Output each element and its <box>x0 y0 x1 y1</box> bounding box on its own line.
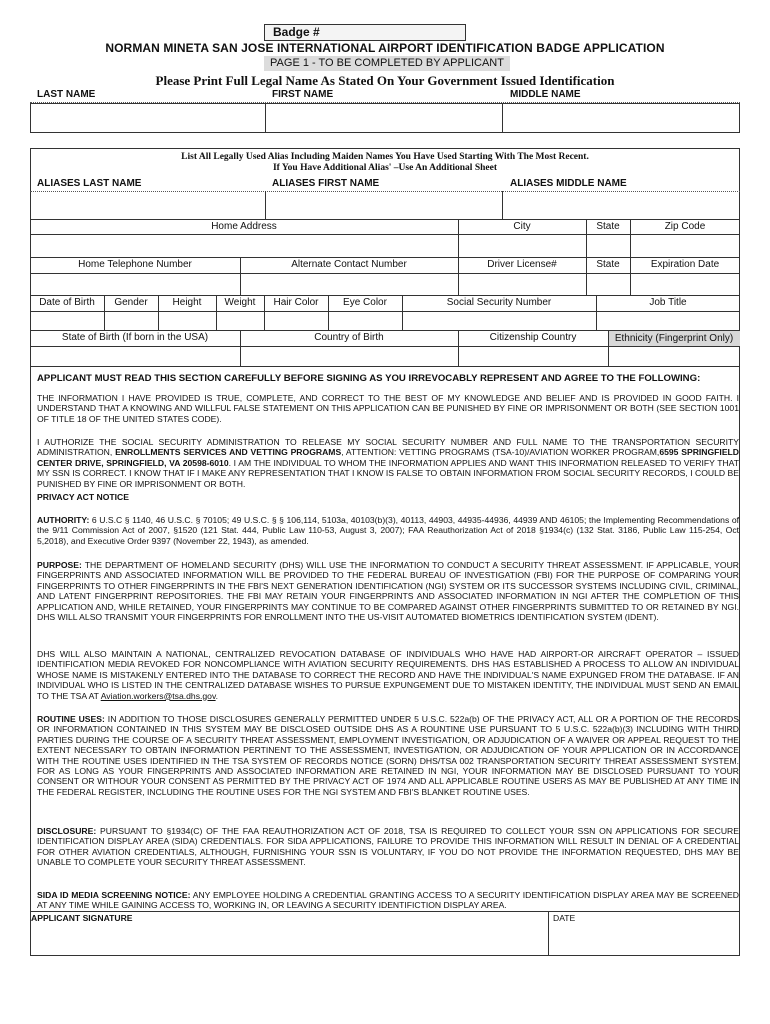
row-line <box>30 257 740 258</box>
home-telephone-label: Home Telephone Number <box>78 259 192 270</box>
signature-date-field[interactable] <box>549 924 739 955</box>
hair-color-input[interactable] <box>265 312 327 329</box>
gender-label: Gender <box>114 297 148 308</box>
state-label: State <box>596 221 620 232</box>
alias-instruction-line-2: If You Have Additional Alias' –Use An Additional Sheet <box>272 163 497 173</box>
last-name-header: LAST NAME <box>37 89 96 100</box>
eye-color-label: Eye Color <box>343 297 387 308</box>
license-state-input[interactable] <box>587 274 629 294</box>
applicant-signature-label: APPLICANT SIGNATURE <box>31 913 133 923</box>
driver-license-label: Driver License# <box>487 259 557 270</box>
agreement-heading: APPLICANT MUST READ THIS SECTION CAREFULLY BEFORE SIGNING AS YOU IRREVOCABLY REPRESENT AND AGREE TO THE FOLLOWING: <box>37 373 701 384</box>
alias-instruction <box>30 152 740 174</box>
aliases-last-name-input[interactable] <box>31 192 265 218</box>
middle-name-header: MIDDLE NAME <box>510 89 581 100</box>
license-state-label: State <box>596 259 620 270</box>
dhs-paragraph <box>37 649 739 701</box>
sida-label: SIDA ID MEDIA SCREENING NOTICE: <box>37 890 191 900</box>
citizenship-country-label: Citizenship Country <box>489 332 577 343</box>
signature-line <box>30 911 740 912</box>
applicant-signature-field[interactable] <box>31 924 547 955</box>
ethnicity-input[interactable] <box>609 347 739 365</box>
state-input[interactable] <box>587 235 629 256</box>
disclosure-label: DISCLOSURE: <box>37 826 97 836</box>
alias-instruction-line-1: List All Legally Used Alias Including Maiden Names You Have Used Starting With The Most Recent. <box>181 152 589 162</box>
sida-paragraph <box>37 890 739 911</box>
privacy-act-heading: PRIVACY ACT NOTICE <box>37 492 129 502</box>
hair-color-label: Hair Color <box>273 297 319 308</box>
middle-name-input[interactable] <box>503 104 739 132</box>
truth-statement: THE INFORMATION I HAVE PROVIDED IS TRUE, COMPLETE, AND CORRECT TO THE BEST OF MY KNOWLEDGE AND BELIEF AND IS PROVIDED IN GOOD FAITH. I UNDERSTAND THAT A KNOWING AND WILLFUL FALSE STATEMENT ON THIS APPLICATION CAN BE PUNISHED BY FINE OR IMPRISONMENT OR BOTH (SEE SECTION 1001 OF TITLE 18 OF THE UNITED STATES CODE). <box>37 393 739 424</box>
first-name-input[interactable] <box>266 104 501 132</box>
row-line <box>30 366 740 367</box>
print-instruction: Please Print Full Legal Name As Stated On Your Government Issued Identification <box>155 73 615 88</box>
first-name-header: FIRST NAME <box>272 89 334 100</box>
aliases-first-name-header: ALIASES FIRST NAME <box>272 178 380 189</box>
aliases-first-name-input[interactable] <box>266 192 501 218</box>
job-title-label: Job Title <box>649 297 687 308</box>
zip-code-label: Zip Code <box>664 221 706 232</box>
aliases-middle-name-input[interactable] <box>503 192 739 218</box>
height-label: Height <box>172 297 202 308</box>
ssn-input[interactable] <box>403 312 595 329</box>
home-telephone-input[interactable] <box>31 274 239 294</box>
ethnicity-label: Ethnicity (Fingerprint Only) <box>608 331 740 346</box>
routine-uses-label: ROUTINE USES: <box>37 714 105 724</box>
driver-license-input[interactable] <box>459 274 585 294</box>
purpose-paragraph <box>37 560 739 622</box>
city-input[interactable] <box>459 235 585 256</box>
dhs-text: DHS WILL ALSO MAINTAIN A NATIONAL, CENTRALIZED REVOCATION DATABASE OF INDIVIDUALS WHO HAVE HAD AIRPORT-OR AIRCRAFT OPERATOR – ISSUED IDENTIFICATION MEDIA REVOKED FOR NONCOMPLIANCE WITH AVIATION SECURITY REQUIREMENTS. DHS HAS ESTABLISHED A PROCESS TO ALLOW AN INDIVIDUAL WHOSE NAME IS MISTAKENLY ENTERED INTO THE DATABASE TO CORRECT THE RECORD AND HAVE THE INDIVIDUAL'S NAME EXPUNGED FROM THE DATABASE. IF AN INDIVIDUAL WHO IS LISTED IN THE CENTRALIZED DATABASE WISHES TO PURSUE EXPUNGEMENT DUE TO MISTAKEN IDENTITY, THE INDIVIDUAL MUST SEND AN EMAIL TO THE TSA AT <box>37 649 739 701</box>
aliases-middle-name-header: ALIASES MIDDLE NAME <box>510 178 627 189</box>
citizenship-country-input[interactable] <box>459 347 607 365</box>
home-address-input[interactable] <box>31 235 457 256</box>
weight-input[interactable] <box>217 312 263 329</box>
alternate-contact-label: Alternate Contact Number <box>291 259 407 270</box>
ssa-text-3: . I AM THE INDIVIDUAL TO WHOM THE INFORMATION APPLIES AND WANT THIS INFORMATION RELEASED TO VERIFY THAT MY SSN IS CORRECT. I KNOW THAT IF I MAKE ANY REPRESENTATION THAT I KNOW IS FALSE TO OBTAIN INFORMATION FROM SOCIAL SECURITY RECORDS, I COULD BE PUNISHED BY FINE OR IMPRISONMENT OR BOTH. <box>37 457 739 489</box>
country-of-birth-label: Country of Birth <box>314 332 384 343</box>
last-name-input[interactable] <box>30 104 265 132</box>
sida-text: ANY EMPLOYEE HOLDING A CREDENTIAL GRANTING ACCESS TO A SECURITY IDENTIFICATION DISPLAY AREA MAY BE SCREENED AT ANY TIME WHILE GAINING ACCESS TO, WORKING IN, OR LEAVING A SECURITY IDENTIFICTION DISPLAY AREA. <box>37 890 739 911</box>
job-title-input[interactable] <box>597 312 739 329</box>
form-title: NORMAN MINETA SAN JOSE INTERNATIONAL AIRPORT IDENTIFICATION BADGE APPLICATION <box>105 41 665 55</box>
purpose-label: PURPOSE: <box>37 560 82 570</box>
date-of-birth-input[interactable] <box>31 312 103 329</box>
date-of-birth-label: Date of Birth <box>39 297 95 308</box>
ssn-label: Social Security Number <box>446 297 552 308</box>
expiration-date-label: Expiration Date <box>650 259 720 270</box>
ssa-text-2: , ATTENTION: VETTING PROGRAMS (TSA-10)/AVIATION WORKER PROGRAM, <box>341 447 660 458</box>
authority-paragraph <box>37 515 739 546</box>
page-subtitle: PAGE 1 - TO BE COMPLETED BY APPLICANT <box>264 56 510 71</box>
ssa-text-1: I AUTHORIZE THE SOCIAL SECURITY ADMINISTRATION TO RELEASE MY SOCIAL SECURITY NUMBER AND FULL NAME TO THE TRANSPORTATION SECURITY ADMINISTRATION, <box>37 437 739 458</box>
home-address-label: Home Address <box>211 221 277 232</box>
ssa-address: 6595 SPRINGFIELD CENTER DRIVE, SPRINGFIELD, VA 20598-6010 <box>37 447 740 468</box>
height-input[interactable] <box>159 312 215 329</box>
dhs-end: . <box>215 690 219 701</box>
purpose-text: THE DEPARTMENT OF HOMELAND SECURITY (DHS) WILL USE THE INFORMATION TO CONDUCT A SECURITY THREAT ASSESSMENT. IF APPLICABLE, YOUR FINGERPRINTS AND ASSOCIATED INFORMATION WILL BE PROVIDED TO THE FEDERAL BUREAU OF INVESTIGATION (FBI) FOR THE PURPOSE OF COMPARING YOUR FINGERPRINTS TO OTHER FINGERPRINTS IN THE FBI'S NEXT GENERATION IDENTIFICATION (NGI) SYSTEM OR ITS SUCCESSOR SYSTEMS INCLUDING CIVIL, CRIMINAL, AND LATENT FINGERPRINT REPOSITORIES. THE FBI MAY RETAIN YOUR FINGERPRINTS AND ASSOCIATED INFORMATION IN NGI AFTER THE COMPLETION OF THIS APPLICATION AND, WHILE RETAINED, YOUR FINGERPRINTS MAY CONTINUE TO BE COMPARED AGAINST OTHER FINGERPRINTS SUBMITTED TO OR RETAINED BY NGI. DHS WILL ALSO TRANSMIT YOUR FINGERPRINTS FOR ENROLLMENT INTO THE US-VISIT AUTOMATED BIOMETRICS IDENTIFICATION SYSTEM (IDENT). <box>37 560 739 623</box>
gender-input[interactable] <box>105 312 157 329</box>
ssa-program-name: ENROLLMENTS SERVICES AND VETTING PROGRAMS <box>115 447 342 458</box>
authority-label: AUTHORITY: <box>37 515 90 525</box>
state-of-birth-label: State of Birth (If born in the USA) <box>61 332 209 343</box>
badge-number-field[interactable]: Badge # <box>264 24 466 41</box>
state-of-birth-input[interactable] <box>31 347 239 365</box>
expiration-date-input[interactable] <box>631 274 739 294</box>
row-line <box>30 219 740 220</box>
date-label: DATE <box>553 913 576 923</box>
disclosure-paragraph <box>37 826 739 868</box>
alternate-contact-input[interactable] <box>241 274 457 294</box>
disclosure-text: PURSUANT TO §1934(C) OF THE FAA REAUTHORIZATION ACT OF 2018, TSA IS REQUIRED TO COLLECT YOUR SSN ON APPLICATIONS FOR SECURE IDENTIFICATION DISPLAY AREA (SIDA) CREDENTIALS. FOR SIDA APPLICATIONS, FAILURE TO PROVIDE THIS INFORMATION WILL RESULT IN DENIAL OF A CREDENTIAL FOR OTHER AVIATION CREDENTIALS, ALTHOUGH, FURNISHING YOUR SSN IS VOLUNTARY, IF YOU DO NOT PROVIDE THE INFORMATION REQUESTED, DHS MAY BE UNABLE TO COMPLETE YOUR SECURITY THREAT ASSESSMENT. <box>37 826 739 868</box>
tsa-email-link[interactable]: Aviation.workers@tsa.dhs.gov <box>100 690 216 701</box>
ssa-authorization <box>37 437 739 489</box>
country-of-birth-input[interactable] <box>241 347 457 365</box>
routine-uses-text: IN ADDITION TO THOSE DISCLOSURES GENERALLY PERMITTED UNDER 5 U.S.C. 522a(b) OF THE PRIVACY ACT, ALL OR A PORTION OF THE RECORDS OR INFORMATION CONTAINED IN THIS SYSTEM MAY BE DISCLOSED OUTSIDE DHS AS A ROUNTINE USE PURSUANT TO 5 U.S.C. 522a(b)(3) INCLUDING WITH THIRD PARTIES DURING THE COURSE OF A SECURITY THREAT ASSESSMENT, EMPLOYMENT INVESTIGATION, OR ADJUDICATION OF A WAIVER OR APPEAL REQUEST TO THE EXTENT NECESSARY TO OBTAIN INFORMATION PERTINENT TO THE ASSESSMENT, INVESTIGATION, OR ADJUDICATION OF YOUR APPLICATION OR IN ACCORDANCE WITH THE ROUTINE USES IDENTIFIED IN THE TSA SYSTEM OF RECORDS NOTICE (SORN) DHS/TSA 002 TRANSPORTATION SECURITY THREAT ASSESSMENT SYSTEM. FOR AS LONG AS YOUR FINGERPRINTS AND ASSOCIATED INFORMATION ARE RETAINED IN NGI, YOUR INFORMATION MAY BE DISCLOSED PURSUANT TO YOUR CONSENT OR WITHOUR YOUR CONSENT AS PERMITTED BY THE PRIVACY ACT OF 1974 AND ALL APPLICABLE ROUTINE USERS AS MAY BE PUBLISHED AT ANY TIME IN THE FEDERAL REGISTER, INCLUDING THE ROUTINE USES FOR THE NGI SYSTEM AND FBI'S BLANKET ROUTINE USES. <box>37 714 739 797</box>
zip-code-input[interactable] <box>631 235 739 256</box>
routine-uses-paragraph <box>37 714 739 797</box>
city-label: City <box>513 221 531 232</box>
aliases-last-name-header: ALIASES LAST NAME <box>37 178 142 189</box>
authority-text: 6 U.S.C § 1140, 46 U.S.C. § 70105; 49 U.S.C. § § 106,114, 5103a, 40103(b)(3), 40113, 44903, 44935-44936, 44939 AND 46105; the Implementing Recommendations of the 9/11 Commission Act of 2007, §1520 (121 Stat. 444, Public Law 110-53, August 3, 2007); FAA Reauthorization Act of 2018 §1934(c) (132 Stat. 3186, Public Law 115-254, Oct 5,2018), and Executive Order 9397 (November 22, 1943), as amended. <box>37 515 739 546</box>
eye-color-input[interactable] <box>329 312 401 329</box>
weight-label: Weight <box>224 297 256 308</box>
row-line <box>30 295 740 296</box>
